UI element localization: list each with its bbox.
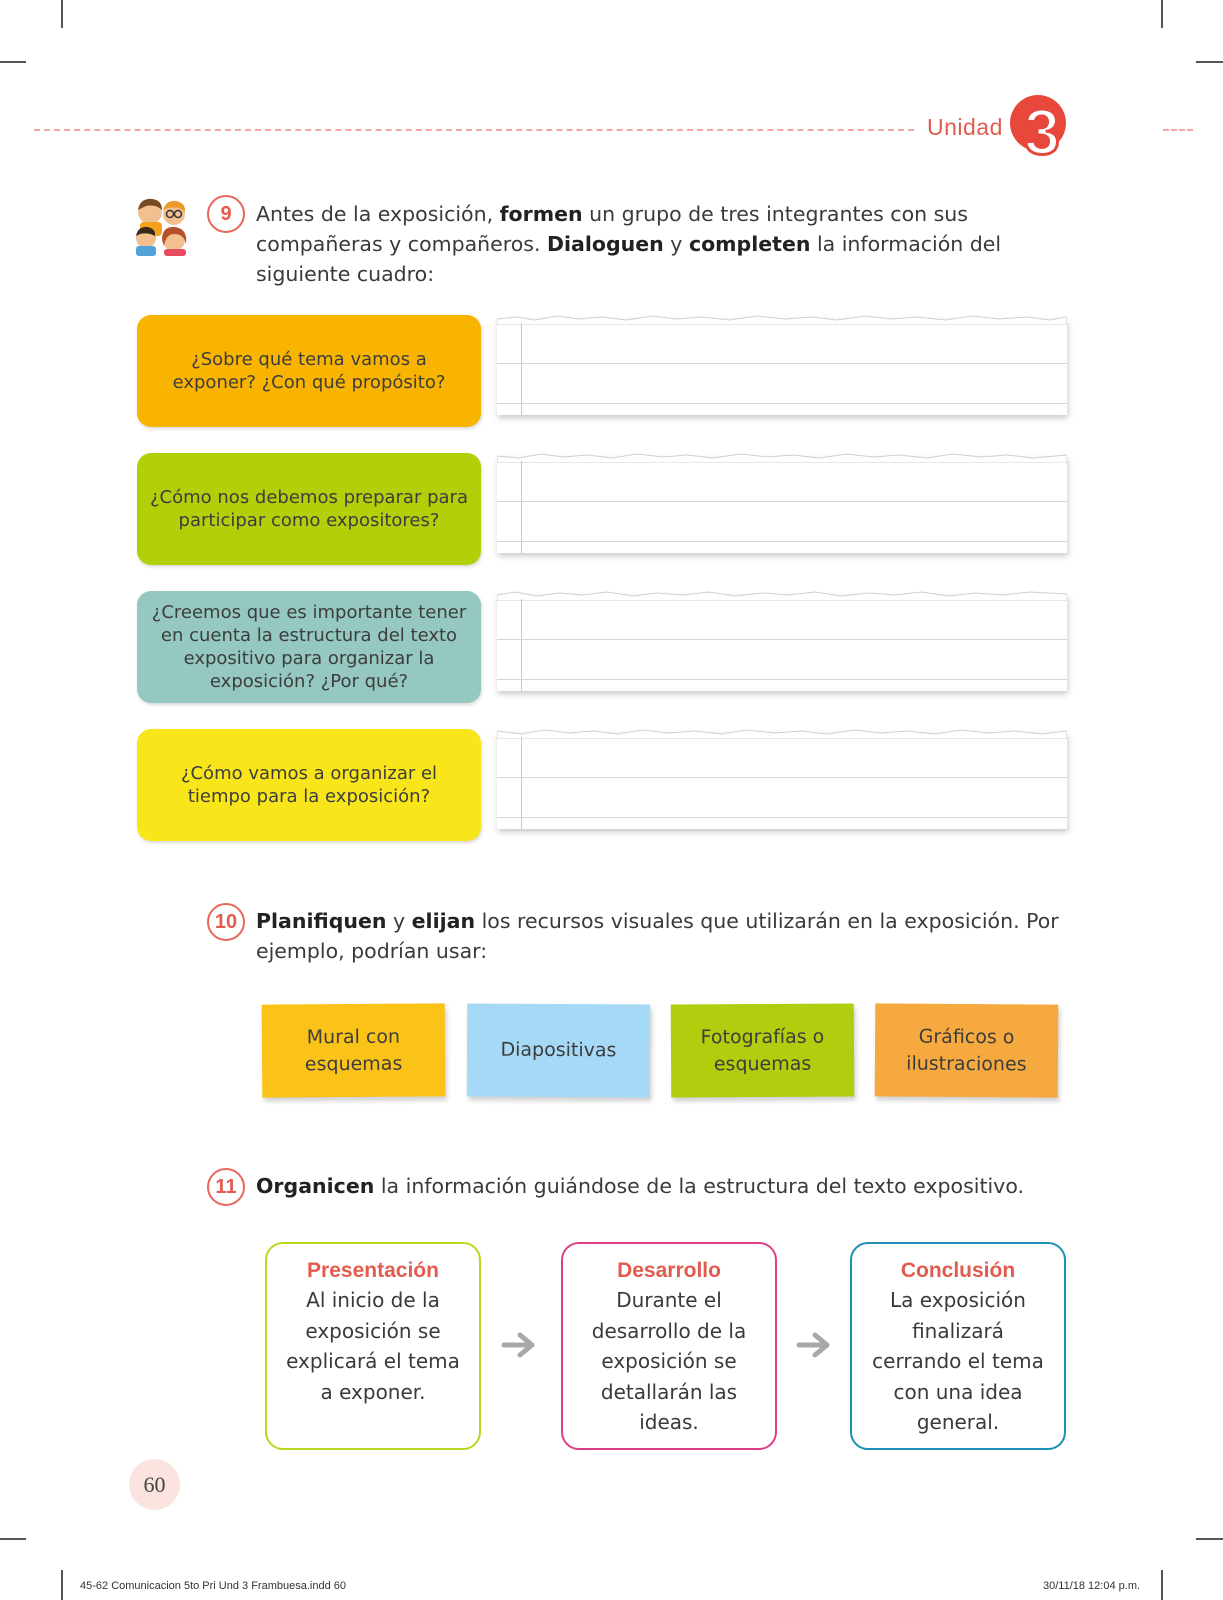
crop-mark [1161, 1570, 1163, 1600]
resource-note-mural: Mural con esquemas [262, 1003, 446, 1097]
activity-number-9: 9 [207, 195, 245, 233]
card-text-line: ideas. [639, 1410, 699, 1434]
date-slug: 30/11/18 12:04 p.m. [1043, 1580, 1141, 1592]
question-box-topic: ¿Sobre qué tema vamos a exponer? ¿Con qué propósito? [137, 315, 481, 427]
crop-mark [1161, 0, 1163, 28]
question-box-preparation: ¿Cómo nos debemos preparar para participar como expositores? [137, 453, 481, 565]
card-title: Presentación [307, 1259, 439, 1282]
card-text-line: La exposición [890, 1288, 1026, 1312]
card-text-line: desarrollo de la [591, 1318, 747, 1343]
crop-mark [61, 1570, 63, 1600]
card-text-line: detallarán las [600, 1379, 738, 1404]
card-text-line: exposición se [601, 1349, 737, 1373]
crop-mark [1196, 61, 1223, 63]
file-slug: 45-62 Comunicacion 5to Pri Und 3 Frambuesa.indd 60 [80, 1580, 346, 1592]
activity-9-instructions: Antes de la exposición, formen un grupo de tres integrantes con sus compañeras y compañeros. Dialoguen y completen la información del siguiente cuadro: [256, 202, 1002, 286]
question-box-time: ¿Cómo vamos a organizar el tiempo para la exposición? [137, 729, 481, 841]
answer-paper-2[interactable] [497, 457, 1067, 553]
unit-number: 3 [1024, 96, 1060, 168]
answer-paper-3[interactable] [497, 595, 1067, 691]
activity-number-11: 11 [207, 1168, 245, 1206]
arrow-right-icon [500, 1330, 540, 1360]
resource-note-slides: Diapositivas [467, 1004, 650, 1098]
card-text-line: finalizará [912, 1318, 1004, 1343]
header-dash-line [1163, 129, 1193, 131]
card-conclusion [850, 1242, 1066, 1450]
unit-label: Unidad [927, 114, 1003, 140]
card-title: Desarrollo [617, 1259, 721, 1282]
crop-mark [61, 0, 63, 28]
card-text-line: a exponer. [320, 1379, 426, 1404]
card-presentacion [265, 1242, 481, 1450]
resource-note-photos: Fotografías o esquemas [671, 1004, 854, 1098]
card-title: Conclusión [900, 1259, 1016, 1282]
card-text-line: Al inicio de la [306, 1288, 440, 1312]
answer-paper-4[interactable] [497, 733, 1067, 829]
question-box-structure: ¿Creemos que es importante tener en cuenta la estructura del texto expositivo para organizar la exposición? ¿Por qué? [137, 591, 481, 703]
card-text-line: explicará el tema [286, 1349, 460, 1373]
crop-mark [1196, 1538, 1223, 1540]
activity-number-10: 10 [207, 903, 245, 941]
card-text-line: cerrando el tema [872, 1349, 1044, 1373]
card-text-line: Durante el [616, 1288, 722, 1312]
activity-11-instructions: Organicen la información guiándose de la estructura del texto expositivo. [256, 1174, 1025, 1198]
students-group-icon [128, 194, 192, 256]
card-text-line: general. [916, 1410, 1000, 1434]
card-text-line: con una idea [893, 1379, 1023, 1404]
activity-10-instructions: Planifiquen y elijan los recursos visuales que utilizarán en la exposición. Por ejemplo, podrían usar: [256, 909, 1059, 963]
page-number: 60 [129, 1459, 180, 1510]
crop-mark [0, 1538, 26, 1540]
answer-paper-1[interactable] [497, 319, 1067, 415]
card-text-line: exposición se [305, 1318, 441, 1343]
crop-mark [0, 61, 26, 63]
arrow-right-icon [795, 1330, 835, 1360]
header-dash-line [34, 129, 914, 131]
card-desarrollo [561, 1242, 777, 1450]
resource-note-graphics: Gráficos o ilustraciones [875, 1003, 1059, 1097]
